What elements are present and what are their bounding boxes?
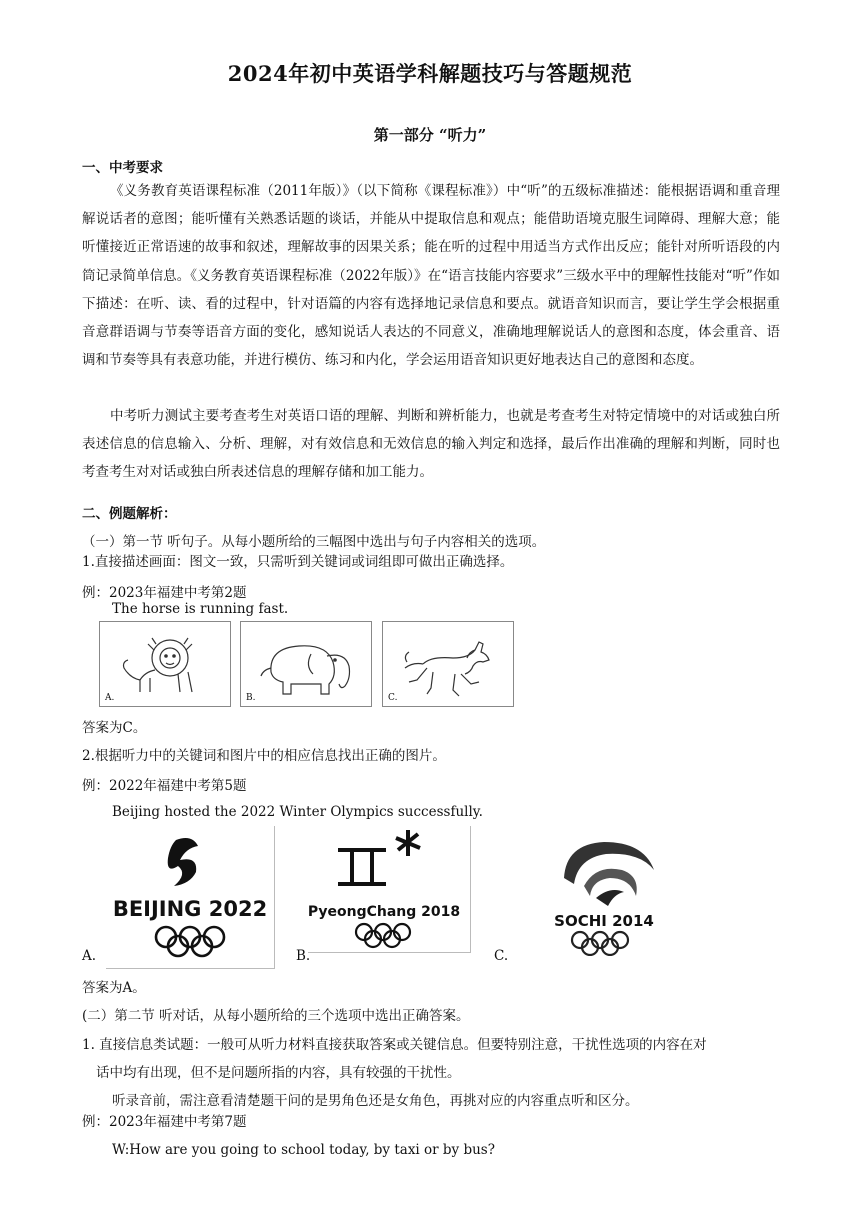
section1-paragraph1: 《义务教育英语课程标准（2011年版）》（以下简称《课程标准》）中“听”的五级标准描述：能根据语调和重音理解说话者的意图；能听懂有关熟悉话题的谈话，并能从中提取信息和观点；能借助语境克服生词障碍、理解大意；能听懂接近正常语速的故事和叙述，理解故事的因果关系；能在听的过程中用适当方式作出反应；能针对所听语段的内筒记录简单信息。《义务教育英语课程标准（2022年版）》在“语言技能内容要求”三级水平中的理解性技能对“听”作如下描述：在听、读、看的过程中，针对语篇的内容有选择地记录信息和要点。就语音知识而言，要让学生学会根据重音意群语调与节奏等语音方面的变化，感知说话人表达的不同意义，准确地理解说话人的意图和态度，体会重音、语调和节奏等具有表意功能，并进行模仿、练习和内化，学会运用语音知识更好地表达自己的意图和态度。 (82, 183, 780, 369)
example3-label: 例：2023年福建中考第7题 (82, 1114, 247, 1130)
example1-sentence: The horse is running fast. (112, 601, 289, 617)
example2-label: 例：2022年福建中考第5题 (82, 778, 247, 794)
section1-paragraph2: 中考听力测试主要考查考生对英语口语的理解、判断和辨析能力，也就是考查考生对特定情境中的对话或独白所表述信息的信息输入、分析、理解，对有效信息和无效信息的输入判定和选择，最后作出准确的理解和判断，同时也考查考生对对话或独白所表述信息的理解存储和加工能力。 (82, 408, 780, 481)
example2-answer: 答案为A。 (82, 980, 146, 996)
document-title: 2024年初中英语学科解题技巧与答题规范 (227, 61, 633, 86)
sochi-2014-emblem-icon (544, 834, 664, 956)
logo-option-a: A. (82, 948, 97, 964)
option-label-b: B. (246, 693, 256, 703)
logo-option-c: C. (494, 948, 509, 964)
example1-answer: 答案为C。 (82, 720, 147, 736)
tip2-text: 2.根据听力中的关键词和图片中的相应信息找出正确的图片。 (82, 748, 446, 764)
part2-intro: (二）第二节 听对话，从每小题所给的三个选项中选出正确答案。 (82, 1008, 470, 1024)
horse-picture (382, 621, 514, 707)
example2-sentence: Beijing hosted the 2022 Winter Olympics successfully. (112, 804, 483, 820)
part-title: 第一部分 “听力” (373, 126, 487, 144)
tip3-text-line1: 1. 直接信息类试题：一般可从听力材料直接获取答案或关键信息。但要特别注意，干扰性选项的内容在对 (82, 1037, 707, 1053)
pyeongchang-2018-logo (308, 826, 471, 953)
beijing-2022-emblem-icon (106, 826, 274, 968)
sochi-2014-logo (544, 834, 664, 956)
logo-option-b: B. (296, 948, 311, 964)
tip3-text-line2: 话中均有出现，但不是问题所指的内容，具有较强的干扰性。 (96, 1065, 461, 1081)
beijing-2022-logo (106, 826, 275, 969)
lion-icon (100, 622, 230, 706)
pyeongchang-2018-emblem-icon (308, 826, 470, 952)
option-label-a: A. (105, 693, 115, 703)
example3-dialog: W:How are you going to school today, by taxi or by bus? (112, 1142, 495, 1158)
example1-label: 例：2023年福建中考第2题 (82, 585, 247, 601)
pyeongchang-2018-logo-text: PyeongChang 2018 (308, 904, 461, 920)
elephant-icon (241, 622, 371, 706)
option-label-c: C. (388, 693, 398, 703)
beijing-2022-logo-text: BEIJING 2022 (112, 897, 268, 921)
elephant-picture (240, 621, 372, 707)
running-horse-icon (383, 622, 513, 706)
section1-heading: 一、中考要求 (82, 160, 163, 176)
lion-picture (99, 621, 231, 707)
section2-heading: 二、例题解析： (82, 506, 177, 522)
part1-intro: （一）第一节 听句子。从每小题所给的三幅图中选出与句子内容相关的选项。 (82, 534, 546, 550)
tip3-note: 听录音前，需注意看清楚题干问的是男角色还是女角色，再挑对应的内容重点听和区分。 (112, 1093, 639, 1109)
sochi-2014-logo-text: SOCHI 2014 (554, 912, 654, 930)
tip1-text: 1.直接描述画面：图文一致，只需听到关键词或词组即可做出正确选择。 (82, 554, 514, 570)
